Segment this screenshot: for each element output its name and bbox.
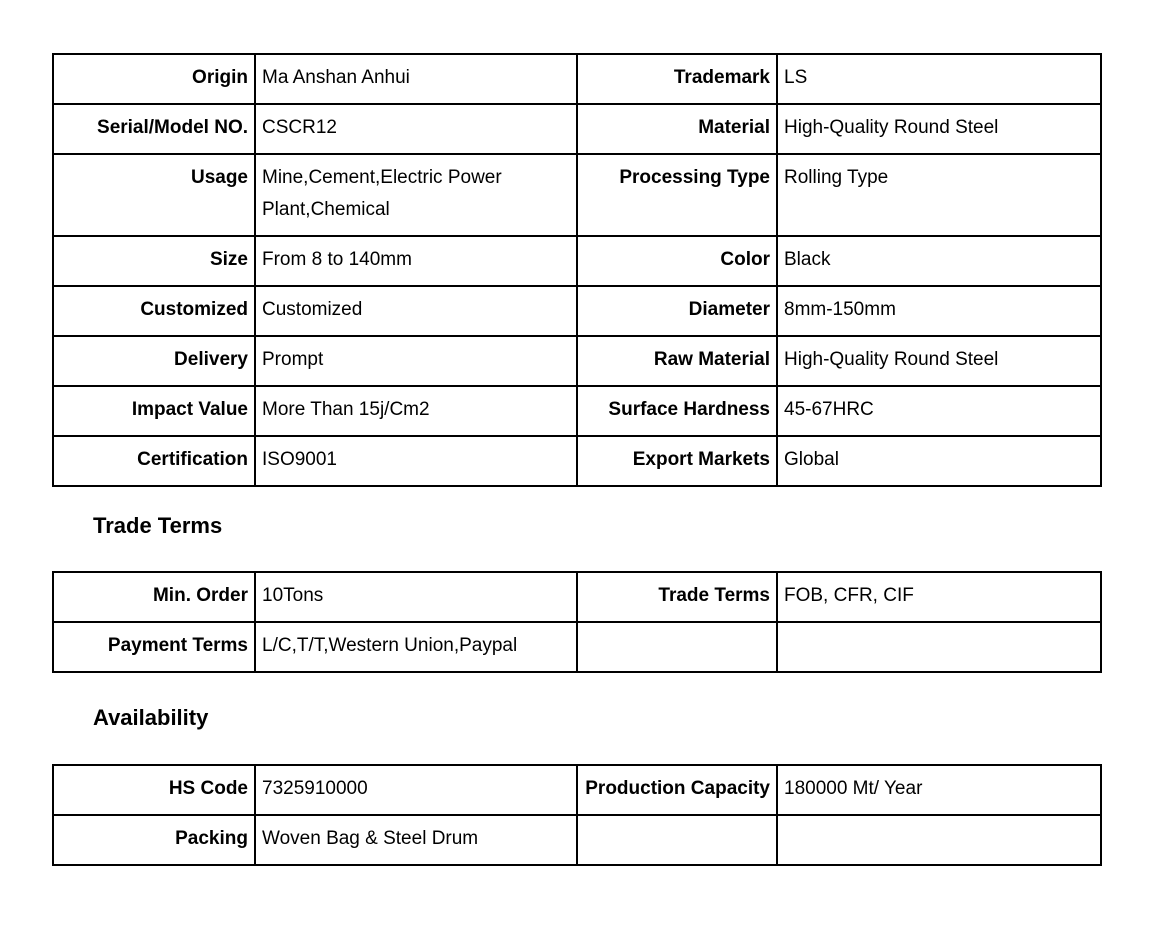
- min-order-label: Min. Order: [53, 572, 255, 622]
- diameter-label: Diameter: [577, 286, 777, 336]
- certification-value: ISO9001: [255, 436, 577, 486]
- size-value: From 8 to 140mm: [255, 236, 577, 286]
- trade-terms-table: [52, 571, 1102, 673]
- color-value: Black: [777, 236, 1101, 286]
- table-row: [53, 236, 1101, 286]
- product-properties-table: [52, 53, 1102, 487]
- delivery-value: Prompt: [255, 336, 577, 386]
- table-row: [53, 436, 1101, 486]
- table-row: [53, 104, 1101, 154]
- table-row: [53, 622, 1101, 672]
- model-number-value: CSCR12: [255, 104, 577, 154]
- certification-label: Certification: [53, 436, 255, 486]
- material-value: High-Quality Round Steel: [777, 104, 1101, 154]
- min-order-value: 10Tons: [255, 572, 577, 622]
- export-markets-value: Global: [777, 436, 1101, 486]
- customized-label: Customized: [53, 286, 255, 336]
- hs-code-label: HS Code: [53, 765, 255, 815]
- table-row: [53, 336, 1101, 386]
- table-row: [53, 54, 1101, 104]
- usage-label: Usage: [53, 154, 255, 236]
- surface-hardness-value: 45-67HRC: [777, 386, 1101, 436]
- size-label: Size: [53, 236, 255, 286]
- table-row: [53, 154, 1101, 236]
- empty-cell: [577, 622, 777, 672]
- model-number-label: Serial/Model NO.: [53, 104, 255, 154]
- delivery-label: Delivery: [53, 336, 255, 386]
- payment-terms-value: L/C,T/T,Western Union,Paypal: [255, 622, 577, 672]
- table-row: [53, 572, 1101, 622]
- trade-terms-label: Trade Terms: [577, 572, 777, 622]
- raw-material-value: High-Quality Round Steel: [777, 336, 1101, 386]
- production-capacity-value: 180000 Mt/ Year: [777, 765, 1101, 815]
- surface-hardness-label: Surface Hardness: [577, 386, 777, 436]
- payment-terms-label: Payment Terms: [53, 622, 255, 672]
- processing-type-value: Rolling Type: [777, 154, 1101, 236]
- export-markets-label: Export Markets: [577, 436, 777, 486]
- color-label: Color: [577, 236, 777, 286]
- table-row: [53, 286, 1101, 336]
- empty-cell: [777, 815, 1101, 865]
- processing-type-label: Processing Type: [577, 154, 777, 236]
- raw-material-label: Raw Material: [577, 336, 777, 386]
- packing-label: Packing: [53, 815, 255, 865]
- trademark-label: Trademark: [577, 54, 777, 104]
- trade-terms-heading: Trade Terms: [93, 513, 223, 538]
- availability-table: [52, 764, 1102, 866]
- availability-heading: Availability: [93, 705, 209, 730]
- packing-value: Woven Bag & Steel Drum: [255, 815, 577, 865]
- trade-terms-value: FOB, CFR, CIF: [777, 572, 1101, 622]
- origin-label: Origin: [53, 54, 255, 104]
- empty-cell: [777, 622, 1101, 672]
- impact-value-value: More Than 15j/Cm2: [255, 386, 577, 436]
- material-label: Material: [577, 104, 777, 154]
- empty-cell: [577, 815, 777, 865]
- table-row: [53, 765, 1101, 815]
- usage-value: Mine,Cement,Electric Power Plant,Chemical: [255, 154, 577, 236]
- table-row: [53, 386, 1101, 436]
- hs-code-value: 7325910000: [255, 765, 577, 815]
- table-row: [53, 815, 1101, 865]
- customized-value: Customized: [255, 286, 577, 336]
- origin-value: Ma Anshan Anhui: [255, 54, 577, 104]
- trademark-value: LS: [777, 54, 1101, 104]
- impact-value-label: Impact Value: [53, 386, 255, 436]
- diameter-value: 8mm-150mm: [777, 286, 1101, 336]
- production-capacity-label: Production Capacity: [577, 765, 777, 815]
